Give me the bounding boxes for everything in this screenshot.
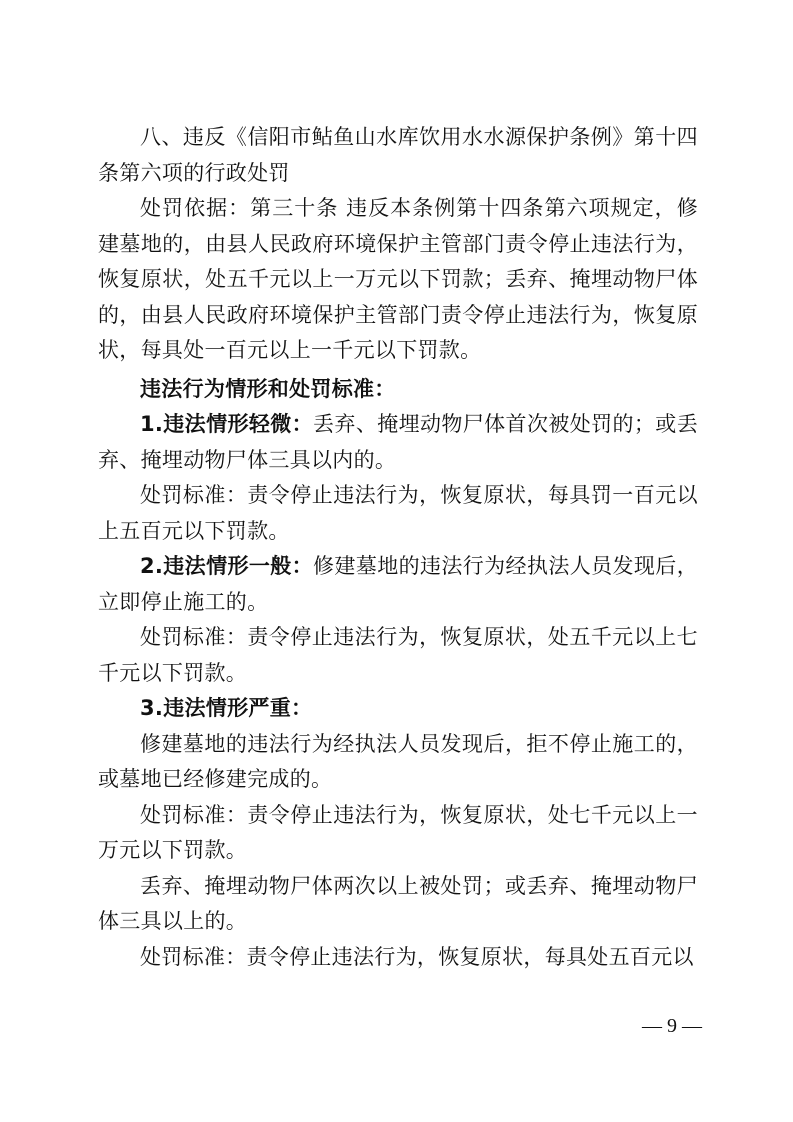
case-serious-b: 丢弃、掩埋动物尸体两次以上被处罚；或丢弃、掩埋动物尸体三具以上的。: [98, 873, 698, 933]
case-general: [98, 549, 698, 620]
page-number: — 9 —: [642, 1015, 702, 1037]
case-minor-description: 丢弃、掩埋动物尸体首次被处罚的；或丢弃、掩埋动物尸体三具以内的。: [98, 412, 698, 472]
case-serious-label: 3.违法情形严重：: [140, 696, 313, 720]
section-title: 八、违反《信阳市鲇鱼山水库饮用水水源保护条例》第十四条第六项的行政处罚: [98, 125, 698, 185]
case-general-penalty: 处罚标准：责令停止违法行为，恢复原状，处五千元以上七千元以下罚款。: [98, 625, 698, 685]
penalty-basis: 处罚依据：第三十条 违反本条例第十四条第六项规定，修建墓地的，由县人民政府环境保护主管部门责令停止违法行为，恢复原状，处五千元以上一万元以下罚款；丢弃、掩埋动物尸体的，由县人民政府环境保护主管部门责令停止违法行为，恢复原状，每具处一百元以上一千元以下罚款。: [98, 196, 698, 362]
case-general-description: 修建墓地的违法行为经执法人员发现后，立即停止施工的。: [98, 554, 698, 614]
case-serious-a: 修建墓地的违法行为经执法人员发现后，拒不停止施工的，或墓地已经修建完成的。: [98, 731, 698, 791]
case-general-label: 2.违法情形一般：: [140, 554, 314, 578]
standards-heading: 违法行为情形和处罚标准：: [140, 376, 396, 401]
case-serious-a-penalty: 处罚标准：责令停止违法行为，恢复原状，处七千元以上一万元以下罚款。: [98, 802, 698, 862]
case-minor-penalty: 处罚标准：责令停止违法行为，恢复原状，每具罚一百元以上五百元以下罚款。: [98, 483, 698, 543]
case-minor-label: 1.违法情形轻微：: [140, 412, 314, 436]
document-body: [98, 120, 698, 975]
case-minor: [98, 407, 698, 478]
case-serious-b-penalty: 处罚标准：责令停止违法行为，恢复原状，每具处五百元以: [140, 944, 694, 969]
